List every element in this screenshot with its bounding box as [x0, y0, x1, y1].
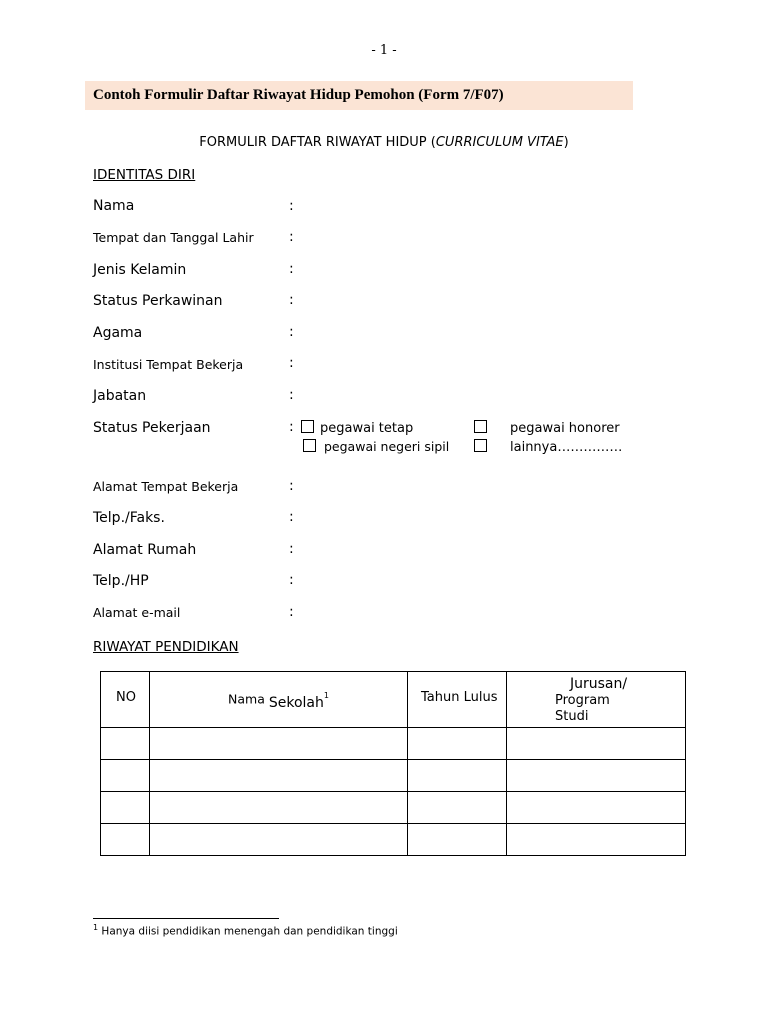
page-number: - 1 - [371, 43, 397, 58]
field-label-nama: Nama [93, 198, 135, 214]
field-label-telp-faks: Telp./Faks. [93, 510, 165, 526]
table-cell-jurusan[interactable] [507, 760, 686, 792]
table-cell-no[interactable] [101, 792, 150, 824]
education-table [100, 671, 686, 856]
checkbox-icon[interactable] [301, 420, 314, 433]
table-header-row [101, 672, 686, 728]
field-label-agama: Agama [93, 325, 143, 341]
field-colon: : [289, 355, 294, 371]
field-colon: : [289, 261, 294, 277]
table-row [101, 760, 686, 792]
form-title-italic: CURRICULUM VITAE [435, 135, 564, 150]
footnote [93, 923, 398, 938]
education-heading: RIWAYAT PENDIDIKAN [93, 639, 239, 655]
option-lainnya[interactable]: lainnya…………… [474, 439, 622, 455]
field-colon: : [289, 419, 294, 435]
table-cell-jurusan[interactable] [507, 824, 686, 856]
table-cell-nama-sekolah[interactable] [150, 824, 408, 856]
column-header-no: NO [101, 672, 150, 728]
table-cell-tahun-lulus[interactable] [408, 760, 507, 792]
field-label-telp-hp: Telp./HP [93, 573, 149, 589]
identity-heading: IDENTITAS DIRI [93, 167, 196, 183]
table-cell-nama-sekolah[interactable] [150, 728, 408, 760]
field-colon: : [289, 572, 294, 588]
footnote-ref: 1 [323, 691, 329, 701]
field-colon: : [289, 509, 294, 525]
form-title-close: ) [563, 135, 569, 150]
field-label-institusi: Institusi Tempat Bekerja [93, 357, 244, 372]
table-cell-no[interactable] [101, 728, 150, 760]
table-cell-jurusan[interactable] [507, 728, 686, 760]
field-label-jenis-kelamin: Jenis Kelamin [93, 262, 187, 278]
checkbox-icon[interactable] [474, 420, 487, 433]
table-row [101, 824, 686, 856]
field-colon: : [289, 387, 294, 403]
field-colon: : [289, 324, 294, 340]
field-label-status-pekerjaan: Status Pekerjaan [93, 420, 211, 436]
table-cell-jurusan[interactable] [507, 792, 686, 824]
field-label-jabatan: Jabatan [93, 388, 147, 404]
field-colon: : [289, 198, 294, 214]
table-cell-tahun-lulus[interactable] [408, 824, 507, 856]
field-colon: : [289, 478, 294, 494]
form-title-main: FORMULIR DAFTAR RIWAYAT HIDUP ( [199, 135, 436, 150]
field-colon: : [289, 604, 294, 620]
banner-title: Contoh Formulir Daftar Riwayat Hidup Pemohon (Form 7/F07) [93, 87, 504, 103]
footnote-marker: 1 [93, 923, 99, 932]
field-label-status-perkawinan: Status Perkawinan [93, 293, 223, 309]
field-colon: : [289, 229, 294, 245]
option-pegawai-honorer[interactable]: pegawai honorer [474, 420, 620, 436]
field-label-email: Alamat e-mail [93, 605, 181, 620]
field-colon: : [289, 292, 294, 308]
option-pegawai-tetap[interactable]: pegawai tetap [301, 420, 413, 436]
table-cell-tahun-lulus[interactable] [408, 728, 507, 760]
field-label-tempat-tanggal-lahir: Tempat dan Tanggal Lahir [93, 230, 254, 245]
column-header-jurusan: Jurusan/ Program Studi [507, 672, 686, 728]
footnote-text: Hanya diisi pendidikan menengah dan pendidikan tinggi [98, 925, 398, 938]
table-row [101, 728, 686, 760]
table-cell-no[interactable] [101, 824, 150, 856]
field-label-alamat-tempat-bekerja: Alamat Tempat Bekerja [93, 479, 239, 494]
table-cell-tahun-lulus[interactable] [408, 792, 507, 824]
column-header-tahun-lulus: Tahun Lulus [408, 672, 507, 728]
checkbox-icon[interactable] [474, 439, 487, 452]
option-pegawai-negeri-sipil[interactable]: pegawai negeri sipil [303, 439, 449, 454]
table-cell-nama-sekolah[interactable] [150, 792, 408, 824]
footnote-separator [93, 918, 279, 919]
form-code-banner [85, 81, 633, 110]
field-label-alamat-rumah: Alamat Rumah [93, 542, 197, 558]
table-cell-no[interactable] [101, 760, 150, 792]
table-cell-nama-sekolah[interactable] [150, 760, 408, 792]
checkbox-icon[interactable] [303, 439, 316, 452]
form-title [0, 135, 768, 150]
field-colon: : [289, 541, 294, 557]
table-row [101, 792, 686, 824]
column-header-nama-sekolah: Nama Sekolah$^1$ [150, 672, 408, 728]
